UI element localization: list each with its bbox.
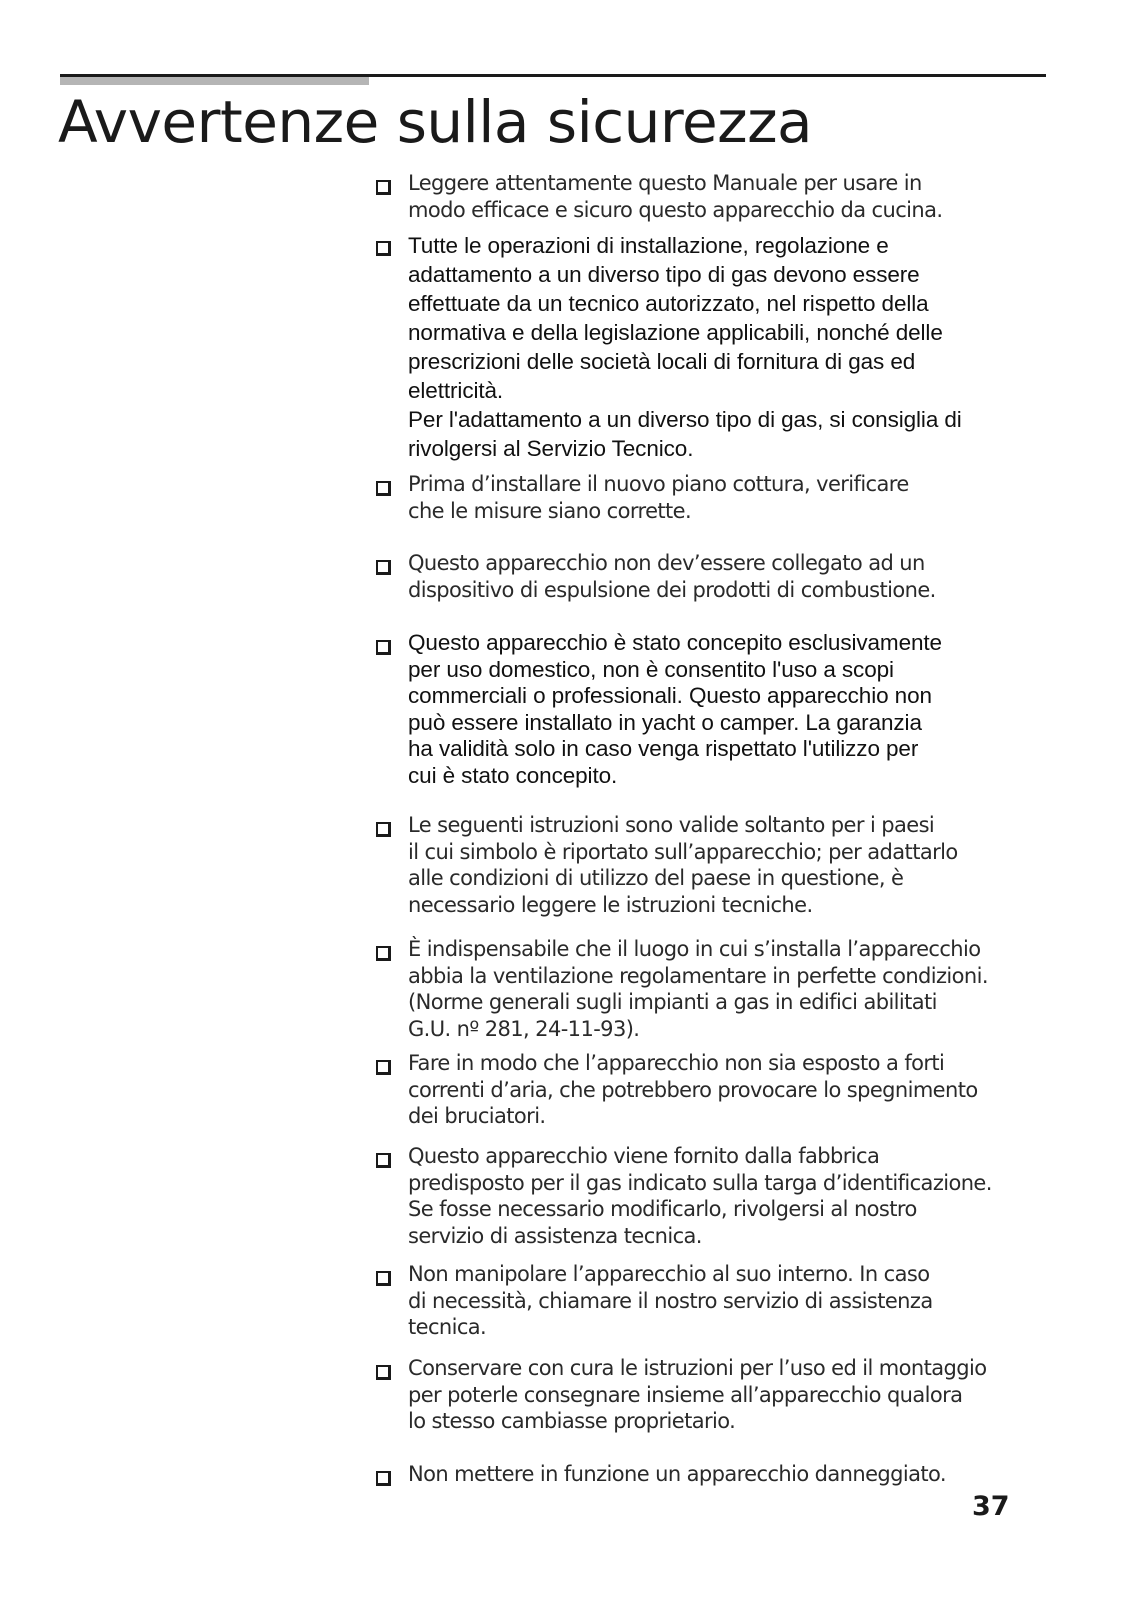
checkbox-bullet-icon <box>376 822 391 837</box>
list-item <box>372 1050 1062 1130</box>
list-item-text: Tutte le operazioni di installazione, regolazione e adattamento a un diverso tipo di gas devono essere effettuate da un tecnico autorizzato, nel rispetto della normativa e della legislazione applicabili, nonché delle prescrizioni delle società locali di fornitura di gas ed elettricità. Per l'adattamento a un diverso tipo di gas, si consiglia di rivolgersi al Servizio Tecnico. <box>408 233 962 461</box>
checkbox-bullet-icon <box>376 1471 391 1486</box>
checkbox-bullet-icon <box>376 1365 391 1380</box>
list-item-text: Questo apparecchio viene fornito dalla fabbrica predisposto per il gas indicato sulla targa d’identificazione. Se fosse necessario modificarlo, rivolgersi al nostro servizio di assistenza tecnica. <box>408 1144 992 1248</box>
checkbox-bullet-icon <box>376 481 391 496</box>
checkbox-bullet-icon <box>376 1060 391 1075</box>
checkbox-bullet-icon <box>376 180 391 195</box>
list-item <box>372 170 1062 223</box>
checkbox-bullet-icon <box>376 1271 391 1286</box>
list-item <box>372 1355 1062 1435</box>
checkbox-bullet-icon <box>376 241 391 256</box>
list-item <box>372 1261 1062 1341</box>
page-number: 37 <box>972 1491 1010 1522</box>
list-item <box>372 550 1062 603</box>
list-item-text: Questo apparecchio non dev’essere collegato ad un dispositivo di espulsione dei prodotti di combustione. <box>408 551 936 602</box>
list-item-text: Fare in modo che l’apparecchio non sia esposto a forti correnti d’aria, che potrebbero provocare lo spegnimento dei bruciatori. <box>408 1051 978 1128</box>
list-item-text: Leggere attentamente questo Manuale per usare in modo efficace e sicuro questo apparecchio da cucina. <box>408 171 943 222</box>
list-item-text: Le seguenti istruzioni sono valide soltanto per i paesi il cui simbolo è riportato sull’apparecchio; per adattarlo alle condizioni di utilizzo del paese in questione, è necessario leggere le istruzioni tecniche. <box>408 813 958 917</box>
list-item <box>372 630 1062 789</box>
list-item <box>372 471 1062 524</box>
list-item-text: Conservare con cura le istruzioni per l’uso ed il montaggio per poterle consegnare insieme all’apparecchio qualora lo stesso cambiasse proprietario. <box>408 1356 987 1433</box>
checkbox-bullet-icon <box>376 946 391 961</box>
checkbox-bullet-icon <box>376 640 391 655</box>
list-item-text: Non manipolare l’apparecchio al suo interno. In caso di necessità, chiamare il nostro servizio di assistenza tecnica. <box>408 1262 933 1339</box>
list-item <box>372 936 1062 1042</box>
list-item <box>372 812 1062 918</box>
list-item <box>372 1461 1062 1488</box>
checkbox-bullet-icon <box>376 1153 391 1168</box>
page-title: Avvertenze sulla sicurezza <box>58 88 813 156</box>
list-item-text: Questo apparecchio è stato concepito esclusivamente per uso domestico, non è consentito l'uso a scopi commerciali o professionali. Questo apparecchio non può essere installato in yacht o camper. La garanzia ha validità solo in caso venga rispettato l'utilizzo per cui è stato concepito. <box>408 630 942 788</box>
list-item-text: È indispensabile che il luogo in cui s’installa l’apparecchio abbia la ventilazione regolamentare in perfette condizioni. (Norme generali sugli impianti a gas in edifici abilitati G.U. nº 281, 24-11-93). <box>408 937 988 1041</box>
list-item-text: Prima d’installare il nuovo piano cottura, verificare che le misure siano corrette. <box>408 472 909 523</box>
list-item-text: Non mettere in funzione un apparecchio danneggiato. <box>408 1462 946 1486</box>
list-item <box>372 1143 1062 1249</box>
checkbox-bullet-icon <box>376 560 391 575</box>
list-item <box>372 231 1062 463</box>
